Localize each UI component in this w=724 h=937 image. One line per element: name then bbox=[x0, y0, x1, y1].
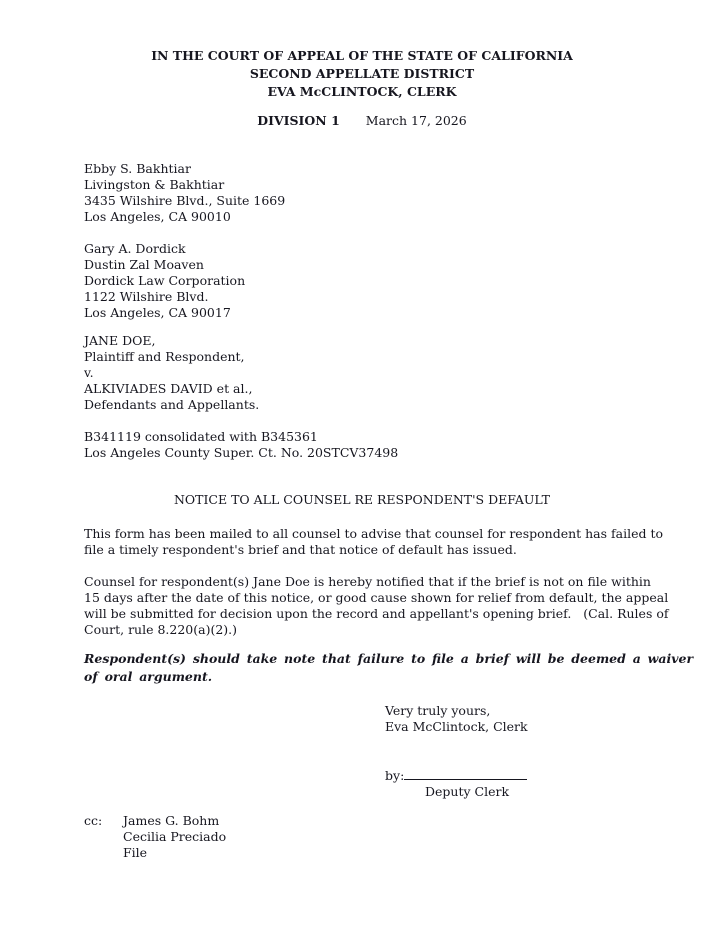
recipient-name: Gary A. Dordick bbox=[84, 241, 186, 256]
paragraph-line: Court, rule 8.220(a)(2).) bbox=[84, 622, 238, 637]
court-name: IN THE COURT OF APPEAL OF THE STATE OF CALIFORNIA bbox=[151, 48, 573, 63]
body-paragraph-1 bbox=[84, 526, 663, 558]
defendant-role: Defendants and Appellants. bbox=[84, 397, 260, 412]
recipient-street: 1122 Wilshire Blvd. bbox=[84, 289, 209, 304]
deputy-clerk-title: Deputy Clerk bbox=[425, 784, 510, 799]
case-numbers bbox=[84, 429, 398, 461]
paragraph-line: This form has been mailed to all counsel to advise that counsel for respondent has failed to bbox=[84, 526, 664, 541]
defendant-name: ALKIVIADES DAVID et al., bbox=[84, 381, 253, 396]
cc-block bbox=[84, 813, 226, 861]
cc-name: File bbox=[123, 845, 148, 860]
recipient-firm: Livingston & Bakhtiar bbox=[84, 177, 225, 192]
recipient-address-respondent-counsel bbox=[84, 161, 285, 225]
recipient-city: Los Angeles, CA 90010 bbox=[84, 209, 231, 224]
cc-names bbox=[123, 813, 226, 861]
paragraph-line: will be submitted for decision upon the record and appellant's opening brief. (Cal. Rules of bbox=[84, 606, 669, 621]
appellate-case-number: B341119 consolidated with B345361 bbox=[84, 429, 318, 444]
signature-closing: Very truly yours, bbox=[385, 703, 491, 718]
cc-name: James G. Bohm bbox=[123, 813, 220, 828]
recipient-city: Los Angeles, CA 90017 bbox=[84, 305, 231, 320]
paragraph-line: 15 days after the date of this notice, or good cause shown for relief from default, the appeal bbox=[84, 590, 669, 605]
paragraph-line: Counsel for respondent(s) Jane Doe is hereby notified that if the brief is not on file within bbox=[84, 574, 651, 589]
paragraph-line: of oral argument. bbox=[84, 669, 213, 684]
paragraph-line: Respondent(s) should take note that failure to file a brief will be deemed a waiver bbox=[84, 651, 694, 666]
plaintiff-role: Plaintiff and Respondent, bbox=[84, 349, 245, 364]
signature-line bbox=[404, 766, 527, 780]
body-paragraph-2 bbox=[84, 574, 669, 638]
superior-court-case-number: Los Angeles County Super. Ct. No. 20STCV37498 bbox=[84, 445, 399, 460]
plaintiff-name: JANE DOE, bbox=[84, 333, 156, 348]
versus: v. bbox=[84, 365, 94, 380]
notice-date: March 17, 2026 bbox=[365, 113, 467, 128]
case-caption bbox=[84, 333, 259, 413]
appellate-district: SECOND APPELLATE DISTRICT bbox=[249, 66, 475, 81]
recipient-firm: Dordick Law Corporation bbox=[84, 273, 246, 288]
signature-block bbox=[385, 703, 528, 735]
recipient-name: Ebby S. Bakhtiar bbox=[84, 161, 191, 176]
clerk-signature-name: Eva McClintock, Clerk bbox=[385, 719, 528, 734]
paragraph-line: file a timely respondent's brief and that notice of default has issued. bbox=[84, 542, 517, 557]
division-date-line bbox=[0, 113, 724, 128]
cc-label: cc: bbox=[84, 813, 103, 828]
clerk-name-header: EVA McCLINTOCK, CLERK bbox=[267, 84, 457, 99]
waiver-warning-paragraph bbox=[84, 650, 693, 686]
notice-title: NOTICE TO ALL COUNSEL RE RESPONDENT'S DEFAULT bbox=[173, 492, 551, 507]
recipient-name: Dustin Zal Moaven bbox=[84, 257, 204, 272]
deputy-signature-area bbox=[385, 766, 527, 800]
division-label: DIVISION 1 bbox=[257, 113, 340, 128]
court-header bbox=[0, 47, 724, 101]
cc-name: Cecilia Preciado bbox=[123, 829, 227, 844]
recipient-address-appellant-counsel bbox=[84, 241, 245, 321]
recipient-street: 3435 Wilshire Blvd., Suite 1669 bbox=[84, 193, 286, 208]
by-label: by: bbox=[385, 768, 405, 783]
